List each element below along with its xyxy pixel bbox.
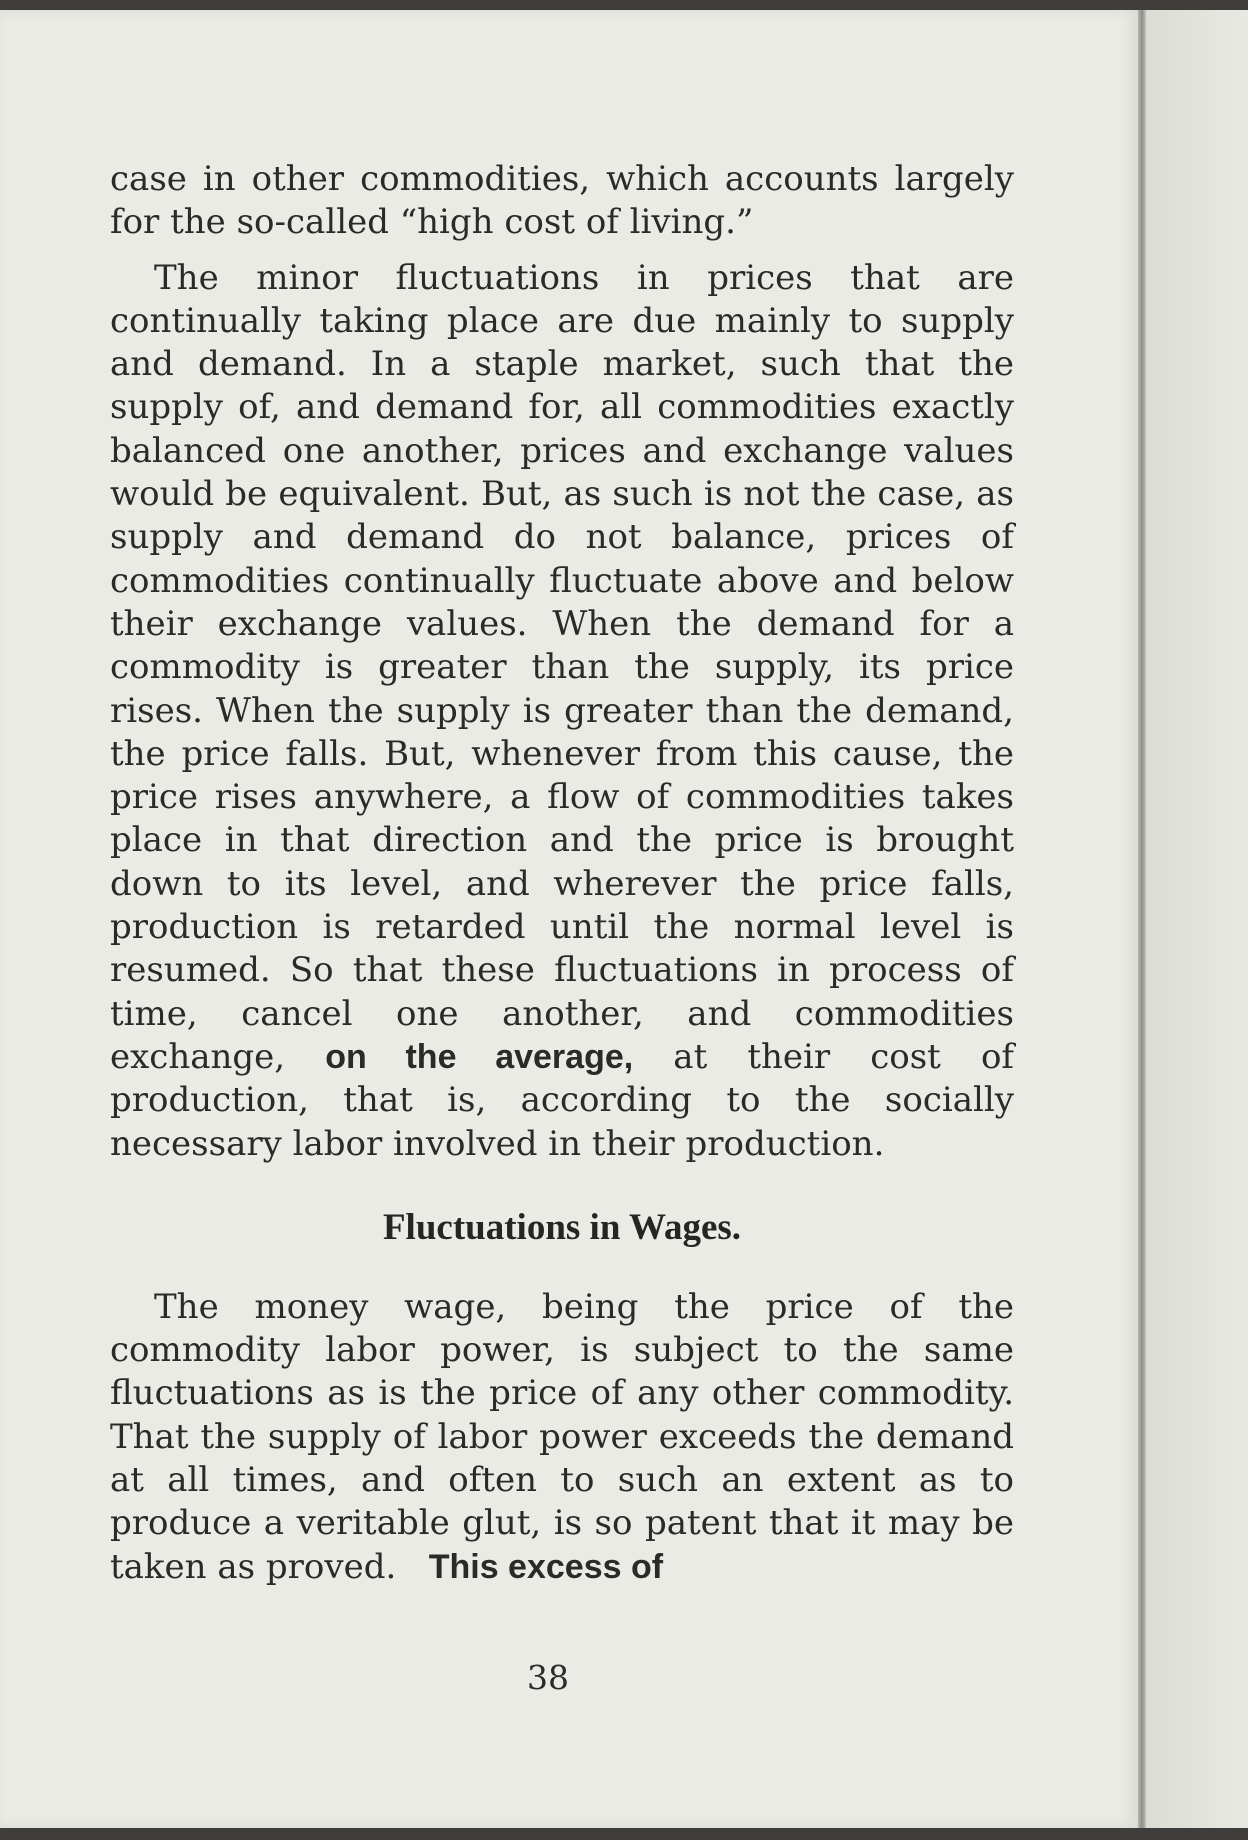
paragraph-text: case in other commodities, which accounts largely for the so-called “high cost of living.” bbox=[110, 159, 1014, 243]
section-heading: Fluctuations in Wages. bbox=[382, 1206, 742, 1248]
paragraph-continued bbox=[110, 158, 1014, 245]
paragraph-price-fluctuations bbox=[110, 257, 1014, 1166]
paragraph-text-end: at their cost of production, that is, according to the socially necessary labor involved in their production. bbox=[110, 1036, 1014, 1164]
book-spine bbox=[1138, 10, 1146, 1828]
paragraph-wages bbox=[110, 1286, 1014, 1589]
paragraph-text: The money wage, being the price of the commodity labor power, is subject to the same fluctuations as is the price of any other commodity. That the supply of labor power exceeds the demand at all times, and often to such an extent as to produce a veritable glut, is so patent that it may be taken as proved. bbox=[110, 1286, 1014, 1587]
emphasis-text: on the average, bbox=[325, 1037, 634, 1076]
page-body bbox=[110, 158, 1014, 1589]
adjacent-page-edge bbox=[1146, 10, 1248, 1828]
page-number: 38 bbox=[527, 1658, 569, 1697]
emphasis-text: This excess of bbox=[428, 1547, 664, 1586]
paragraph-text: The minor fluctuations in prices that are continually taking place are due mainly to supply and demand. In a staple market, such that the supply of, and demand for, all commodities exactly balanced one another, prices and exchange values would be equivalent. But, as such is not the case, as supply and demand do not balance, prices of commodities continually fluctuate above and below their exchange values. When the demand for a commodity is greater than the supply, its price rises. When the supply is greater than the demand, the price falls. But, whenever from this cause, the price rises anywhere, a flow of commodities takes place in that direction and the price is brought down to its level, and wherever the price falls, production is retarded until the normal level is resumed. So that these fluctuations in process of time, cancel one another, and commodities exchange, bbox=[110, 257, 1014, 1077]
